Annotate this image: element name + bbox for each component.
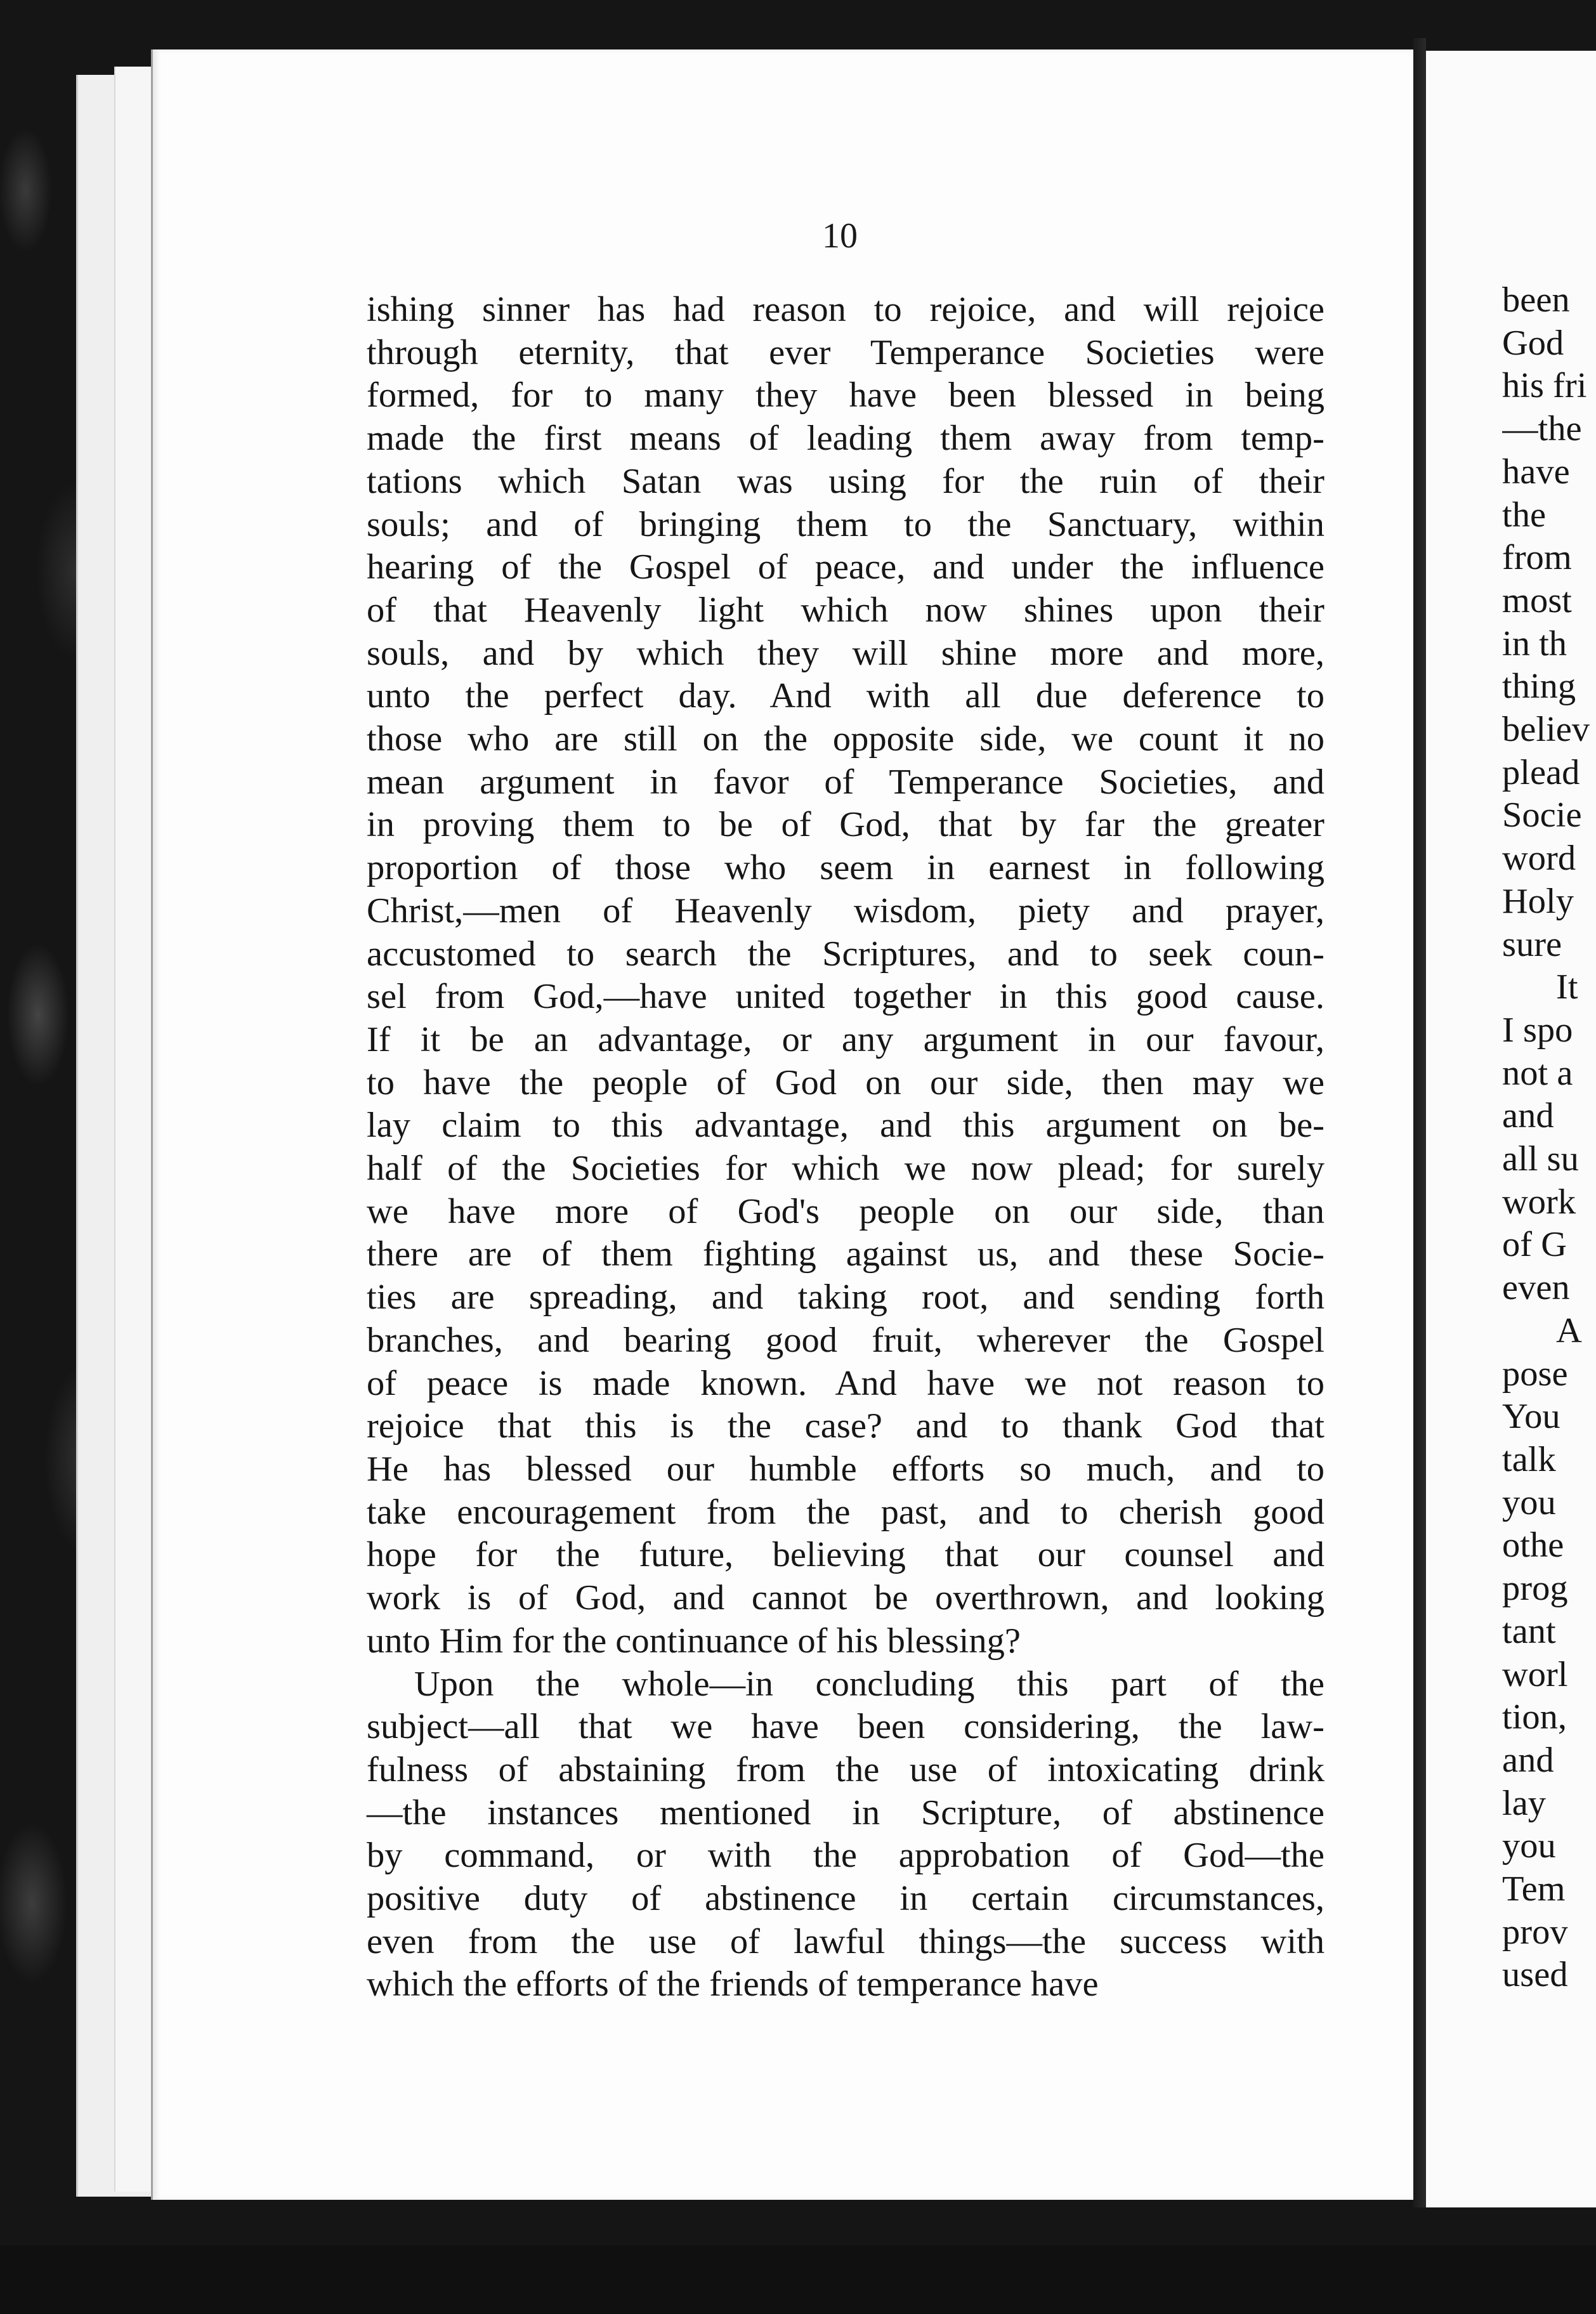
text-line: rejoice that this is the case? and to thank God that [367,1406,1325,1446]
text-line: those who are still on the opposite side, we count it no [367,719,1325,759]
facing-text-line: most [1502,580,1572,620]
text-line: positive duty of abstinence in certain circumstances, [367,1879,1325,1919]
text-line: hearing of the Gospel of peace, and under the influence [367,547,1325,587]
facing-text-line: You [1502,1397,1560,1437]
facing-text-line: in th [1502,624,1567,663]
facing-text-line: prog [1502,1569,1568,1609]
text-line: made the first means of leading them away from temp- [367,419,1325,459]
facing-text-line: It [1556,967,1578,1007]
facing-text-line: work [1502,1182,1576,1222]
facing-text-line: worl [1502,1654,1568,1694]
facing-text-line: you [1502,1826,1556,1866]
text-line: of that Heavenly light which now shines upon their [367,590,1325,630]
text-line: sel from God,—have united together in this good cause. [367,977,1325,1017]
text-line: through eternity, that ever Temperance Societies were [367,332,1325,372]
facing-text-line: A [1556,1311,1582,1350]
text-line: formed, for to many they have been blessed in being [367,376,1325,415]
facing-text-line: othe [1502,1526,1564,1566]
text-line: fulness of abstaining from the use of intoxicating drink [367,1749,1325,1789]
text-line: unto the perfect day. And with all due deference to [367,676,1325,716]
facing-text-line: talk [1502,1439,1556,1479]
facing-text-line: word [1502,839,1576,879]
text-line: proportion of those who seem in earnest in following [367,848,1325,888]
facing-text-line: lay [1502,1783,1547,1823]
main-body-text [367,289,1325,2006]
facing-text-line: I spo [1502,1010,1573,1050]
facing-text-line: Holy [1502,881,1574,921]
page-number: 10 [822,216,858,256]
text-line: branches, and bearing good fruit, wherever the Gospel [367,1320,1325,1360]
text-line: tations which Satan was using for the ruin of their [367,461,1325,501]
facing-text-line: of G [1502,1225,1567,1265]
facing-text-line: sure [1502,924,1562,964]
text-line: take encouragement from the past, and to cherish good [367,1492,1325,1532]
facing-text-line: thing [1502,667,1576,707]
text-line: —the instances mentioned in Scripture, of abstinence [367,1793,1325,1833]
facing-text-line: from [1502,538,1572,578]
text-line: to have the people of God on our side, then may we [367,1062,1325,1102]
text-line: Upon the whole—in concluding this part of the [414,1664,1325,1704]
text-line: hope for the future, believing that our counsel and [367,1535,1325,1575]
text-line: half of the Societies for which we now plead; for surely [367,1149,1325,1189]
facing-text-line: God [1502,323,1564,363]
text-line: there are of them fighting against us, and these Socie- [367,1234,1325,1274]
facing-text-line: and [1502,1740,1554,1780]
facing-text-line: you [1502,1482,1556,1522]
book-gutter [1413,38,1426,2207]
text-line: mean argument in favor of Temperance Societies, and [367,762,1325,802]
text-line: of peace is made known. And have we not reason to [367,1363,1325,1403]
facing-text-line: used [1502,1955,1568,1995]
facing-text-line: Socie [1502,795,1582,835]
text-line: by command, or with the approbation of God—the [367,1836,1325,1876]
facing-text-line: been [1502,280,1570,320]
text-line: we have more of God's people on our side, than [367,1191,1325,1231]
text-line: ties are spreading, and taking root, and sending forth [367,1278,1325,1317]
facing-text-line: tant [1502,1611,1556,1651]
text-line: lay claim to this advantage, and this argument on be- [367,1106,1325,1146]
text-line: in proving them to be of God, that by far the greater [367,805,1325,845]
text-line: Christ,—men of Heavenly wisdom, piety and prayer, [367,891,1325,931]
text-line: He has blessed our humble efforts so much, and to [367,1449,1325,1489]
text-line: accustomed to search the Scriptures, and to seek coun- [367,934,1325,974]
text-line: work is of God, and cannot be overthrown, and looking [367,1578,1325,1618]
facing-text-line: believ [1502,710,1590,750]
facing-text-line: prov [1502,1912,1568,1952]
text-line: which the efforts of the friends of temperance have [367,1964,1099,2004]
text-line: unto Him for the continuance of his blessing? [367,1621,1021,1661]
facing-text-line: even [1502,1268,1570,1308]
facing-text-line: the [1502,495,1547,535]
text-line: even from the use of lawful things—the success with [367,1921,1325,1961]
text-line: subject—all that we have been considering, the law- [367,1707,1325,1747]
facing-page-text [1502,279,1596,1997]
facing-text-line: pose [1502,1354,1568,1394]
facing-text-line: and [1502,1096,1554,1136]
facing-text-line: his fri [1502,366,1587,406]
scan-bottom-border [0,2245,1596,2314]
facing-text-line: Tem [1502,1869,1566,1909]
facing-text-line: all su [1502,1139,1579,1179]
facing-text-line: not a [1502,1053,1573,1093]
facing-text-line: tion, [1502,1697,1567,1737]
text-line: ishing sinner has had reason to rejoice, and will rejoice [367,290,1325,329]
text-line: souls, and by which they will shine more and more, [367,633,1325,673]
text-line: souls; and of bringing them to the Sanctuary, within [367,504,1325,544]
facing-text-line: —the [1502,409,1582,449]
facing-text-line: have [1502,452,1570,492]
facing-text-line: plead [1502,752,1580,792]
text-line: If it be an advantage, or any argument in our favour, [367,1019,1325,1059]
